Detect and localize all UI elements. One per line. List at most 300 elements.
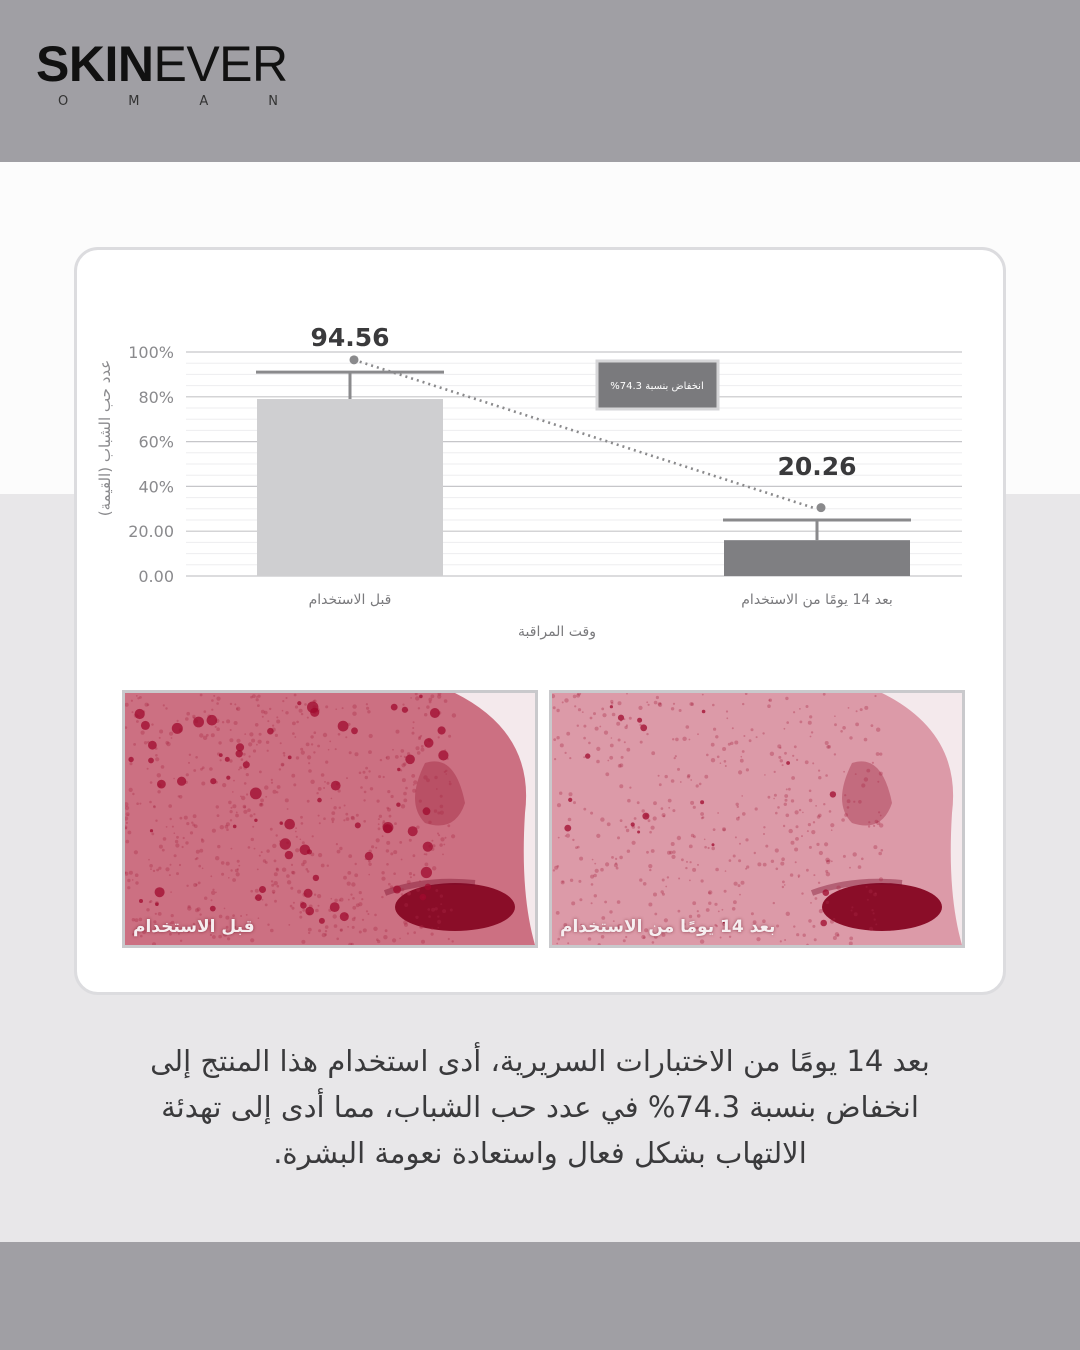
pore [352,926,355,929]
pore [334,899,338,903]
pore [323,787,325,789]
acne-spot [425,884,432,891]
pore [226,828,229,831]
pore [370,787,373,790]
acne-spot [128,757,133,762]
pore [243,806,246,809]
pore [218,741,221,744]
pore [784,939,786,941]
pore [250,938,254,942]
pore [872,762,874,764]
pore [426,705,429,708]
acne-spot [313,875,319,881]
pore [292,722,296,726]
pore [619,856,623,860]
pore [366,703,368,705]
pore [786,814,790,818]
pore [861,858,864,861]
x-tick-label: بعد 14 يومًا من الاستخدام [741,592,893,608]
pore [220,825,224,829]
pore [368,874,370,876]
pore [713,828,716,831]
pore [445,837,447,839]
pore [451,834,455,838]
pore [620,819,623,822]
pore [310,735,313,738]
pore [368,860,371,863]
pore [596,747,600,751]
acne-spot [786,761,790,765]
pore [440,811,444,815]
pore [262,716,264,718]
pore [212,829,216,833]
value-label: 20.26 [777,452,857,481]
pore [380,759,382,761]
pore [216,727,220,731]
acne-spot [424,738,434,748]
acne-spot [640,724,647,731]
pore [285,711,288,714]
pore [667,851,671,855]
pore [795,861,797,863]
pore [263,859,266,862]
pore [553,738,556,741]
pore [782,881,785,884]
pore [255,723,259,727]
pore [288,924,290,926]
pore [616,722,620,726]
pore [866,769,870,773]
pore [331,811,335,815]
pore [180,817,183,820]
pore [795,810,799,814]
pore [296,721,299,724]
pore [625,826,628,829]
pore [431,933,434,936]
pore [617,900,621,904]
pore [619,784,623,788]
acne-spot [243,761,250,768]
pore [827,745,831,749]
pore [368,770,370,772]
pore [303,860,307,864]
pore [651,849,655,853]
pore [147,768,149,770]
pore [590,875,594,879]
acne-spot [304,889,313,898]
pore [318,929,321,932]
pore [605,772,609,776]
pore [816,843,819,846]
pore [738,884,741,887]
pore [285,798,289,802]
acne-spot [225,757,230,762]
pore [567,942,569,944]
pore [722,909,724,911]
pore [149,901,151,903]
pore [413,780,417,784]
pore [386,807,389,810]
pore [307,755,311,759]
pore [153,870,155,872]
pore [656,696,659,699]
pore [165,867,169,871]
pore [424,853,426,855]
pore [856,710,858,712]
pore [556,943,558,945]
pore [197,907,201,911]
pore [874,918,876,920]
pore [308,762,310,764]
acne-spot [564,825,571,832]
pore [569,757,571,759]
pore [235,869,239,873]
pore [697,733,699,735]
pore [786,788,788,790]
pore [388,883,391,886]
pore [718,911,720,913]
pore [701,879,704,882]
pore [279,768,281,770]
pore [405,787,408,790]
pore [171,737,173,739]
pore [243,810,247,814]
pore [221,861,225,865]
acne-spot [420,894,427,901]
pore [273,790,277,794]
pore [217,845,220,848]
pore [316,792,318,794]
pore [818,776,821,779]
acne-spot [280,838,291,849]
pore [624,741,626,743]
pore [437,927,439,929]
acne-spot [568,798,572,802]
pore [230,810,233,813]
pore [382,835,384,837]
pore [741,756,743,758]
pore [182,846,184,848]
pore [211,891,215,895]
pore [220,759,222,761]
pore [784,728,786,730]
pore [611,737,613,739]
pore [193,769,196,772]
pore [595,869,599,873]
pore [129,788,133,792]
pore [363,799,365,801]
pore [339,847,342,850]
pore [629,717,632,720]
pore [428,915,431,918]
pore [277,785,281,789]
pore [855,773,857,775]
pore [784,803,787,806]
acne-spot [338,721,349,732]
pore [618,701,622,705]
acne-spot [307,702,318,713]
pore [269,708,271,710]
acne-spot [155,887,165,897]
pore [782,886,784,888]
brand-sub-letter: O [58,94,69,109]
pore [830,823,834,827]
pore [265,904,268,907]
pore [757,862,761,866]
pore [301,822,304,825]
pore [588,937,592,941]
pore [257,704,260,707]
pore [272,844,276,848]
pore [812,925,815,928]
pore [431,908,435,912]
pore [784,884,786,886]
pore [855,723,859,727]
pore [340,929,343,932]
pore [227,937,230,940]
pore [235,814,239,818]
pore [265,796,267,798]
acne-spot [177,777,186,786]
brand-sub-letter: A [199,94,209,109]
pore [283,752,286,755]
pore [840,730,843,733]
pore [791,841,795,845]
pore [383,820,386,823]
pore [828,860,830,862]
pore [420,735,422,737]
pore [557,938,560,941]
pore [136,802,139,805]
pore [258,740,262,744]
pore [833,918,835,920]
pore [876,728,880,732]
pore [689,702,693,706]
pore [132,879,134,881]
pore [365,767,368,770]
pore [177,720,179,722]
pore [590,812,593,815]
pore [583,725,586,728]
pore [440,805,444,809]
pore [711,847,715,851]
pore [861,783,865,787]
pore [403,799,407,803]
footer-band [0,1242,1080,1350]
pore [588,742,591,745]
pore [573,695,577,699]
pore [806,869,809,872]
pore [793,711,795,713]
pore [449,781,451,783]
pore [596,760,600,764]
acne-spot [148,758,154,764]
pore [871,909,873,911]
pore [295,705,298,708]
pore [689,845,693,849]
pore [231,848,233,850]
pore [805,760,809,764]
pore [155,820,157,822]
pore [261,851,263,853]
pore [577,725,579,727]
acne-spot [396,803,400,807]
pore [452,713,456,717]
pore [301,940,305,944]
pore [378,823,380,825]
pore [135,873,139,877]
pore [792,755,794,757]
pore [248,846,251,849]
pore [808,823,811,826]
pore [448,735,451,738]
pore [399,938,401,940]
acne-spot [254,819,257,822]
pore [774,771,776,773]
pore [619,763,623,767]
pore [834,715,836,717]
skin-image-before [125,693,535,945]
pore [215,892,217,894]
acne-spot [297,701,301,705]
pore [126,812,130,816]
pore [389,815,392,818]
pore [346,777,348,779]
pore [651,826,655,830]
pore [437,812,440,815]
pore [274,860,277,863]
pore [418,737,421,740]
pore [246,914,248,916]
pore [234,721,238,725]
acne-spot [233,825,237,829]
pore [610,744,614,748]
pore [432,866,436,870]
annotation-text: انخفاض بنسبة 74.3% [610,381,704,392]
acne-spot [219,753,223,757]
pore [259,855,261,857]
pore [134,850,138,854]
acne-spot [438,750,448,760]
pore [733,900,737,904]
pore [762,732,764,734]
pore [447,824,450,827]
pore [228,801,232,805]
pore [403,762,406,765]
pore [849,736,852,739]
pore [409,872,412,875]
pore [366,910,368,912]
pore [796,759,798,761]
pore [319,822,321,824]
pore [671,707,674,710]
pore [313,751,315,753]
pore [170,891,172,893]
pore [149,864,153,868]
pore [573,801,576,804]
pore [139,803,141,805]
pore [569,792,573,796]
pore [291,871,294,874]
acne-spot [642,813,649,820]
pore [848,707,850,709]
pore [560,743,564,747]
pore [873,912,875,914]
pore [794,848,798,852]
pore [413,854,416,857]
pore [693,806,696,809]
pore [671,855,675,859]
pore [566,732,570,736]
pore [810,736,812,738]
pore [282,710,284,712]
pore [609,910,612,913]
pore [178,795,180,797]
pore [448,938,450,940]
result-caption [130,1038,950,1176]
acne-spot [631,822,635,826]
pore [583,756,585,758]
pore [654,701,658,705]
pore [738,770,742,774]
pore [302,841,305,844]
pore [837,934,840,937]
pore [741,881,745,885]
acne-spot [155,902,159,906]
pore [409,839,412,842]
pore [611,856,614,859]
pore [847,799,851,803]
pore [296,836,298,838]
pore [851,906,853,908]
acne-spot [365,852,373,860]
pore [251,739,255,743]
pore [172,826,174,828]
pore [337,850,341,854]
pore [798,874,801,877]
pore [853,852,857,856]
pore [401,859,403,861]
pore [270,828,273,831]
pore [413,931,416,934]
pore [352,712,356,716]
pore [416,888,420,892]
acne-spot [405,755,415,765]
pore [199,913,201,915]
photo-label-after: بعد 14 يومًا من الاستخدام [560,917,776,937]
pore [236,872,240,876]
pore [266,741,269,744]
pore [383,776,385,778]
pore [367,913,369,915]
acne-spot [210,906,216,912]
pore [668,799,672,803]
pore [756,736,758,738]
pore [575,846,578,849]
pore [576,694,580,698]
pore [156,869,159,872]
pore [136,720,139,723]
pore [249,732,253,736]
caption-line: الالتهاب بشكل فعال واستعادة نعومة البشرة. [273,1136,807,1170]
pore [209,767,213,771]
pore [386,863,389,866]
pore [442,909,446,913]
pore [665,886,667,888]
pore [876,752,880,756]
acne-spot [421,867,432,878]
pore [809,790,812,793]
